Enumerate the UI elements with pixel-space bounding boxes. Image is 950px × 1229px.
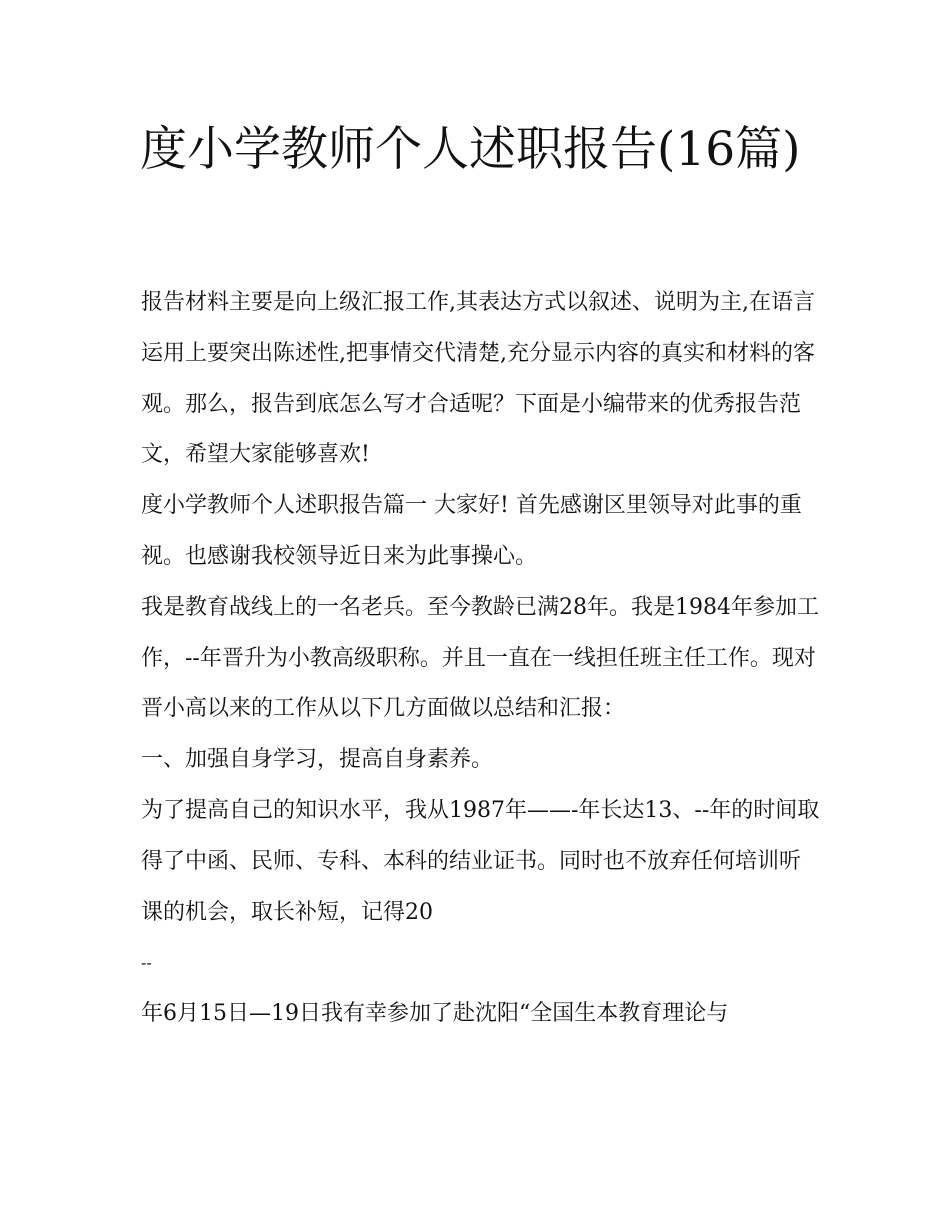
document-body (141, 278, 821, 1040)
paragraph-dash: -- (141, 953, 152, 973)
section-heading-1: 一、加强自身学习，提高自身素养。 (141, 747, 494, 773)
paragraph-shenyang: 年6月15日—19日我有幸参加了赴沈阳“全国生本教育理论与 (141, 1001, 729, 1027)
paragraph-study: 为了提高自己的知识水平，我从1987年——-年长达13、--年的时间取得了中函、民师、专科、本科的结业证书。同时也不放弃任何培训听课的机会，取长补短，记得20 (141, 797, 820, 925)
paragraph-intro: 报告材料主要是向上级汇报工作,其表达方式以叙述、说明为主,在语言运用上要突出陈述性,把事情交代清楚,充分显示内容的真实和材料的客观。那么，报告到底怎么写才合适呢？下面是小编带来的优秀报告范文，希望大家能够喜欢! (141, 290, 815, 468)
paragraph-greeting: 度小学教师个人述职报告篇一 大家好! 首先感谢区里领导对此事的重视。也感谢我校领导近日来为此事操心。 (141, 493, 802, 569)
document-title: 度小学教师个人述职报告(16篇) (140, 122, 801, 177)
paragraph-background: 我是教育战线上的一名老兵。至今教龄已满28年。我是1984年参加工作，--年晋升为小教高级职称。并且一直在一线担任班主任工作。现对晋小高以来的工作从以下几方面做以总结和汇报： (141, 594, 819, 722)
